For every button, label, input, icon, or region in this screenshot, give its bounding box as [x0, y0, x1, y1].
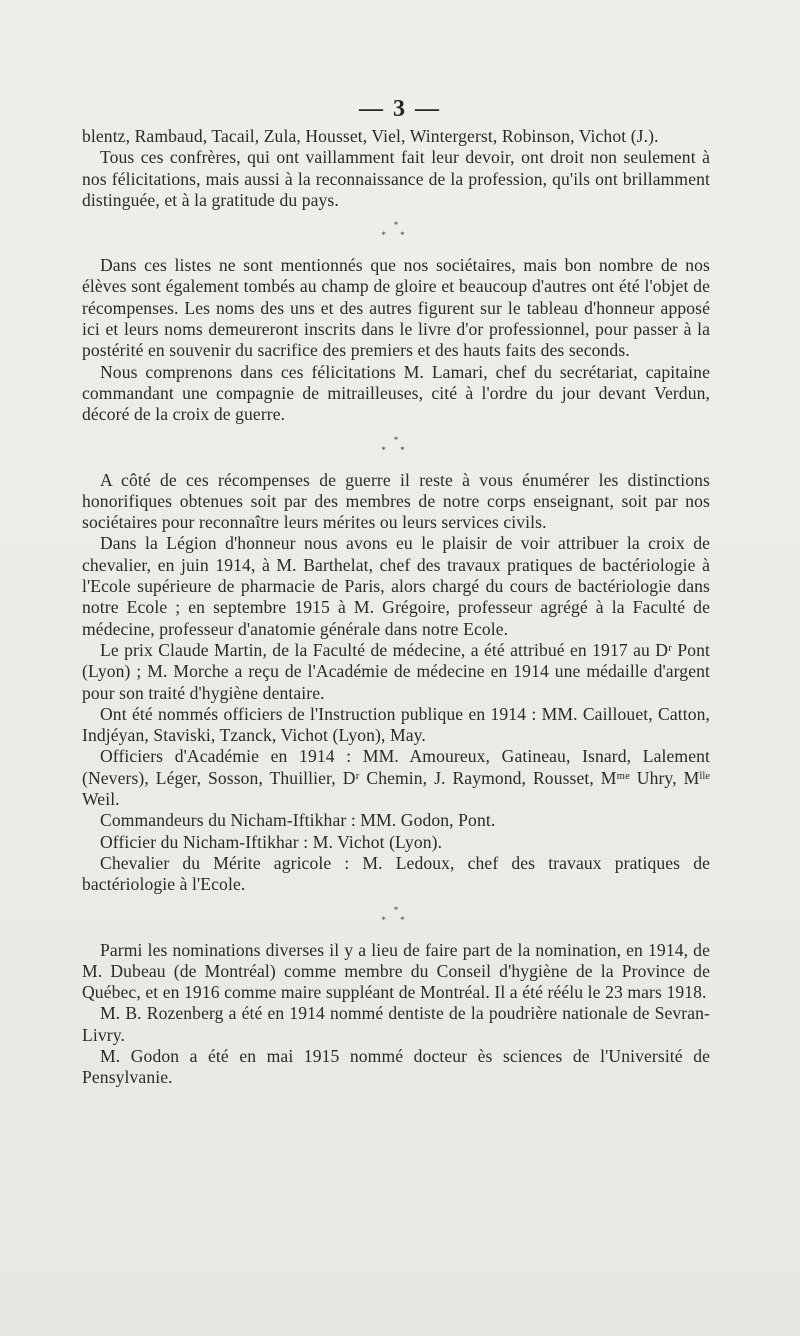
paragraph: Commandeurs du Nicham-Iftikhar : MM. Godon, Pont.	[100, 810, 496, 831]
section-separator	[82, 211, 710, 255]
paragraph: Chevalier du Mérite agricole : M. Ledoux, chef des travaux pratiques de bactériologie à l'Ecole.	[82, 852, 710, 895]
asterism-bottom: * *	[381, 914, 411, 925]
paragraph: M. Godon a été en mai 1915 nommé docteur ès sciences de l'Université de Pensylvanie.	[82, 1045, 710, 1088]
paragraph: M. B. Rozenberg a été en 1914 nommé dentiste de la poudrière nationale de Sevran-Livry.	[82, 1003, 710, 1045]
paragraph: Officier du Nicham-Iftikhar : M. Vichot (Lyon).	[100, 831, 443, 852]
paragraph: Ont été nommés officiers de l'Instruction publique en 1914 : MM. Caillouet, Catton, Indjéyan, Staviski, Tzanck, Vichot (Lyon), May.	[82, 703, 710, 746]
paragraph: Dans la Légion d'honneur nous avons eu le plaisir de voir attribuer la croix de chevalier, en juin 1914, à M. Barthelat, chef des travaux pratiques de bactériologie à l'Ecole supérieure de pharmacie de Paris, alors chargé du cours de bactériologie dans notre Ecole ; en septembre 1915 à M. Grégoire, professeur agrégé à la Faculté de médecine, professeur d'anatomie générale dans notre Ecole.	[82, 533, 710, 639]
body-text	[82, 126, 710, 1089]
paragraph: Tous ces confrères, qui ont vaillamment fait leur devoir, ont droit non seulement à nos félicitations, mais aussi à la reconnaissance de la profession, qu'ils ont brillamment distinguée, et à la gratitude du pays.	[82, 147, 710, 210]
asterism-bottom: * *	[381, 444, 411, 455]
paragraph: A côté de ces récompenses de guerre il reste à vous énumérer les distinctions honorifiques obtenues soit par des membres de notre corps enseignant, soit par nos sociétaires pour reconnaître leurs mérites ou leurs services civils.	[82, 469, 710, 533]
paragraph: Nous comprenons dans ces félicitations M. Lamari, chef du secrétariat, capitaine commandant une compagnie de mitrailleuses, cité à l'ordre du jour devant Verdun, décoré de la croix de guerre.	[82, 361, 710, 425]
asterism-top: *	[393, 904, 399, 915]
paragraph: blentz, Rambaud, Tacail, Zula, Housset, Viel, Wintergerst, Robinson, Vichot (J.).	[82, 126, 659, 146]
paragraph: Officiers d'Académie en 1914 : MM. Amoureux, Gatineau, Isnard, Lalement (Nevers), Léger, Sosson, Thuillier, Dʳ Chemin, J. Raymond, Rousset, Mᵐᵉ Uhry, Mˡˡᵉ Weil.	[82, 746, 710, 810]
asterism-bottom: * *	[381, 230, 411, 241]
paragraph: Dans ces listes ne sont mentionnés que nos sociétaires, mais bon nombre de nos élèves sont également tombés au champ de gloire et beaucoup d'autres ont été l'objet de récompenses. Les noms des uns et des autres figurent sur le tableau d'honneur apposé ici et leurs noms demeureront inscrits dans le livre d'or professionnel, pour passer à la postérité en souvenir du sacrifice des premiers et des hauts faits des seconds.	[82, 255, 710, 361]
asterism-top: *	[393, 434, 399, 445]
page-number: — 3 —	[359, 96, 441, 122]
section-separator	[82, 896, 710, 940]
paragraph: Le prix Claude Martin, de la Faculté de médecine, a été attribué en 1917 au Dʳ Pont (Lyon) ; M. Morche a reçu de l'Académie de médecine en 1914 une médaille d'argent pour son traité d'hygiène dentaire.	[82, 639, 710, 703]
paragraph: Parmi les nominations diverses il y a lieu de faire part de la nomination, en 1914, de M. Dubeau (de Montréal) comme membre du Conseil d'hygiène de la Province de Québec, et en 1916 comme maire suppléant de Montréal. Il a été réélu le 23 mars 1918.	[82, 939, 710, 1003]
asterism-top: *	[393, 220, 399, 231]
section-separator	[82, 426, 710, 470]
